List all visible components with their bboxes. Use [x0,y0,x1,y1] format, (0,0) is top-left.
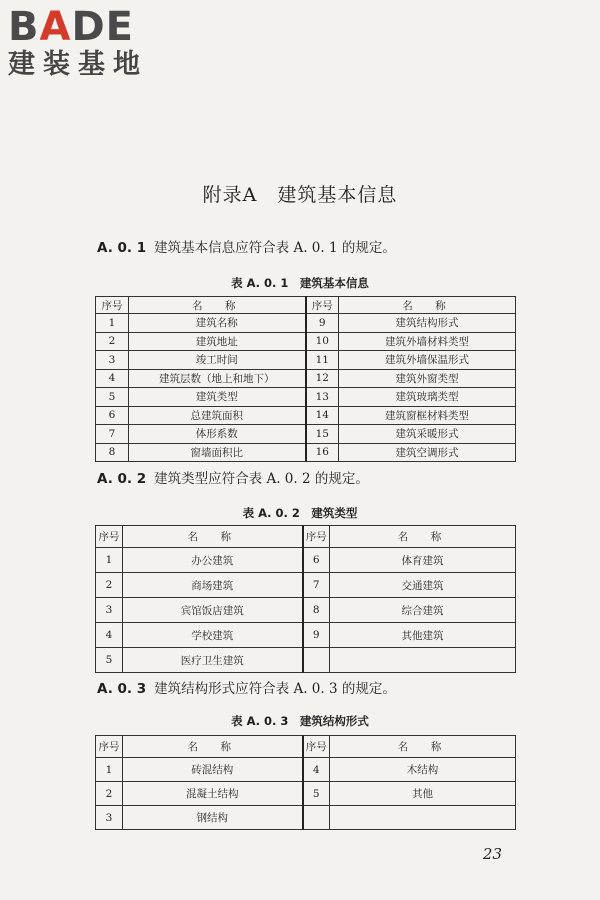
cell-serial: 3 [96,351,129,370]
cell-name: 钢结构 [123,806,303,830]
cell-serial: 1 [96,314,129,333]
header-serial: 序号 [96,297,129,314]
cell-serial: 4 [303,758,330,782]
header-serial: 序号 [303,736,330,758]
cell-serial: 12 [306,369,339,388]
cell-serial: 6 [303,548,330,573]
cell-name [330,648,516,673]
appendix-title: 附录A 建筑基本信息 [202,184,398,206]
cell-name: 建筑名称 [129,314,306,333]
table-row [96,782,516,806]
cell-serial: 14 [306,406,339,425]
clause-number: A. 0. 2 [97,471,147,487]
header-name: 名 称 [330,526,516,548]
cell-serial [303,648,330,673]
cell-name: 混凝土结构 [123,782,303,806]
clause-text: 建筑基本信息应符合表 A. 0. 1 的规定。 [154,240,396,256]
table-row [96,369,516,388]
table-row [96,758,516,782]
header-name: 名 称 [123,736,303,758]
table-a03-caption: 表 A. 0. 3 建筑结构形式 [231,714,369,728]
table-header-row [96,526,516,548]
cell-serial: 16 [306,443,339,462]
header-serial: 序号 [306,297,339,314]
cell-serial: 4 [96,369,129,388]
table-row [96,406,516,425]
cell-name: 砖混结构 [123,758,303,782]
table-a02 [95,525,516,673]
cell-serial: 6 [96,406,129,425]
cell-serial: 3 [96,806,123,830]
header-name: 名 称 [339,297,516,314]
cell-name: 学校建筑 [123,623,303,648]
cell-serial: 5 [96,388,129,407]
clause-a03 [97,680,396,698]
cell-name: 商场建筑 [123,573,303,598]
clause-number: A. 0. 3 [97,681,147,697]
header-name: 名 称 [330,736,516,758]
cell-name: 医疗卫生建筑 [123,648,303,673]
bade-logo [8,6,178,80]
cell-serial: 7 [96,425,129,444]
cell-serial: 1 [96,548,123,573]
cell-name: 建筑层数（地上和地下） [129,369,306,388]
cell-name: 其他 [330,782,516,806]
table-row [96,314,516,333]
cell-name: 其他建筑 [330,623,516,648]
cell-name: 建筑外墙材料类型 [339,332,516,351]
cell-name: 建筑窗框材料类型 [339,406,516,425]
cell-serial: 8 [303,598,330,623]
clause-text: 建筑结构形式应符合表 A. 0. 3 的规定。 [154,681,396,697]
cell-name: 体育建筑 [330,548,516,573]
cell-name [330,806,516,830]
cell-serial [303,806,330,830]
header-serial: 序号 [96,736,123,758]
cell-name: 宾馆饭店建筑 [123,598,303,623]
cell-name: 办公建筑 [123,548,303,573]
header-serial: 序号 [96,526,123,548]
cell-serial: 10 [306,332,339,351]
table-row [96,548,516,573]
cell-name: 建筑类型 [129,388,306,407]
cell-name: 建筑空调形式 [339,443,516,462]
cell-name: 竣工时间 [129,351,306,370]
cell-serial: 3 [96,598,123,623]
cell-serial: 11 [306,351,339,370]
cell-serial: 2 [96,332,129,351]
cell-serial: 2 [96,573,123,598]
cell-serial: 5 [303,782,330,806]
table-row [96,443,516,462]
cell-name: 建筑结构形式 [339,314,516,333]
cell-serial: 1 [96,758,123,782]
clause-text: 建筑类型应符合表 A. 0. 2 的规定。 [154,471,369,487]
cell-serial: 4 [96,623,123,648]
logo-subtitle: 建装基地 [8,49,148,80]
cell-name: 建筑外墙保温形式 [339,351,516,370]
table-row [96,623,516,648]
table-a01 [95,296,516,462]
table-row [96,388,516,407]
cell-serial: 5 [96,648,123,673]
table-row [96,598,516,623]
logo-wordmark: BADE [8,4,134,50]
cell-serial: 7 [303,573,330,598]
table-row [96,648,516,673]
table-row [96,806,516,830]
clause-a02 [97,470,369,488]
table-a01-caption: 表 A. 0. 1 建筑基本信息 [231,276,369,290]
table-row [96,573,516,598]
table-row [96,351,516,370]
cell-name: 建筑外窗类型 [339,369,516,388]
page-number: 23 [482,845,502,863]
cell-serial: 15 [306,425,339,444]
table-row [96,332,516,351]
table-row [96,425,516,444]
cell-serial: 13 [306,388,339,407]
clause-a01 [97,239,396,257]
table-a02-caption: 表 A. 0. 2 建筑类型 [242,506,358,520]
table-a03 [95,735,516,830]
cell-name: 综合建筑 [330,598,516,623]
header-name: 名 称 [129,297,306,314]
cell-serial: 9 [303,623,330,648]
cell-name: 建筑玻璃类型 [339,388,516,407]
header-name: 名 称 [123,526,303,548]
cell-serial: 9 [306,314,339,333]
clause-number: A. 0. 1 [97,240,147,256]
cell-name: 窗墙面积比 [129,443,306,462]
header-serial: 序号 [303,526,330,548]
cell-name: 总建筑面积 [129,406,306,425]
cell-name: 木结构 [330,758,516,782]
cell-serial: 2 [96,782,123,806]
table-header-row [96,736,516,758]
table-header-row [96,297,516,314]
cell-serial: 8 [96,443,129,462]
cell-name: 建筑采暖形式 [339,425,516,444]
cell-name: 交通建筑 [330,573,516,598]
cell-name: 建筑地址 [129,332,306,351]
cell-name: 体形系数 [129,425,306,444]
